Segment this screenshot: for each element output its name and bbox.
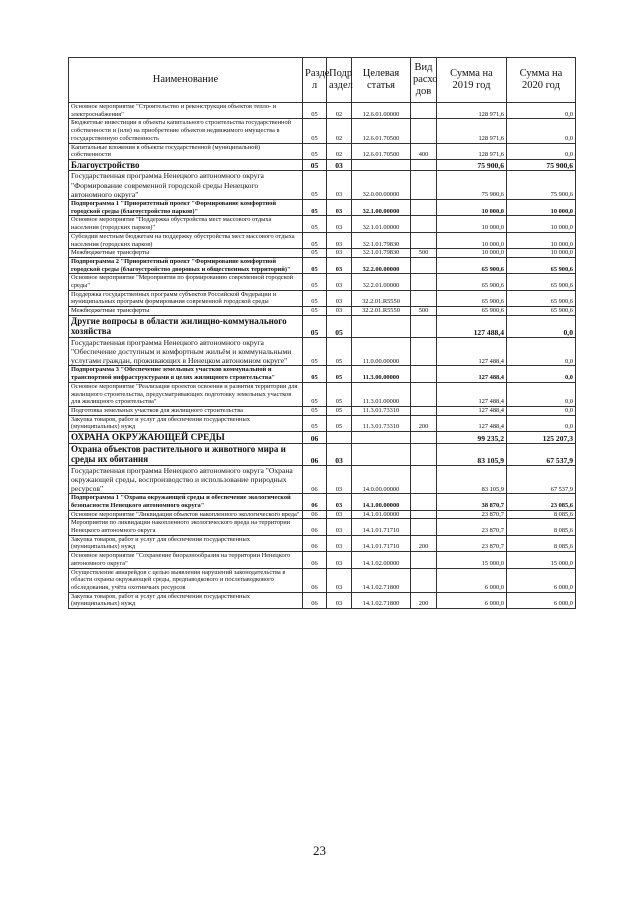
header-target-article: Целевая статья [352,58,411,103]
row-target-article: 14.1.02.71800 [352,592,411,608]
row-sum-2019: 65 900,6 [437,274,507,290]
row-sum-2020: 0,0 [507,143,576,159]
row-name: Осуществление авиарейдов с целью выявления нарушений законодательства в области охраны окружающей среды, предпаводкового и послепаводкового обследования, учёта охотничьих ресурсов [69,568,303,592]
row-sum-2019: 128 971,6 [437,119,507,143]
table-row [69,315,576,337]
row-target-article [352,443,411,465]
row-name: Субсидии местным бюджетам на поддержку обустройства мест массового отдыха населения (городских парков) [69,232,303,248]
table-row [69,568,576,592]
row-name: ОХРАНА ОКРУЖАЮЩЕЙ СРЕДЫ [69,432,303,444]
row-name: Другие вопросы в области жилищно-коммунального хозяйства [69,315,303,337]
table-row [69,443,576,465]
row-name: Закупка товаров, работ и услуг для обеспечения государственных (муниципальных) нужд [69,535,303,551]
row-target-article: 11.3.00.00000 [352,366,411,382]
row-expense-type [411,443,437,465]
row-name: Межбюджетные трансферты [69,249,303,258]
row-sum-2019: 75 900,6 [437,159,507,171]
table-row [69,366,576,382]
row-razdel: 06 [303,519,327,535]
row-razdel: 05 [303,415,327,431]
row-razdel: 05 [303,337,327,366]
row-name: Государственная программа Ненецкого автономного округа "Обеспечение доступным и комфортным жильём и коммунальными услугами граждан, проживающих в Ненецком автономном округе" [69,337,303,366]
row-sum-2020: 10 000,0 [507,249,576,258]
row-sum-2019: 83 105,9 [437,465,507,494]
row-sum-2019: 65 900,6 [437,307,507,316]
row-sum-2020: 6 000,0 [507,592,576,608]
row-name: Подпрограмма 1 "Охрана окружающей среды и обеспечение экологической безопасности Ненецкого автономного округа" [69,494,303,510]
table-row [69,232,576,248]
row-sum-2019: 75 900,6 [437,171,507,200]
row-name: Подпрограмма 3 "Обеспечение земельных участков коммунальной и транспортной инфраструктурами в целях жилищного строительства" [69,366,303,382]
row-expense-type [411,274,437,290]
row-podrazdel: 03 [327,592,352,608]
row-podrazdel: 03 [327,494,352,510]
row-sum-2020: 10 000,0 [507,200,576,216]
row-podrazdel: 03 [327,290,352,306]
row-name: Капитальные вложения в объекты государственной (муниципальной) собственности [69,143,303,159]
row-sum-2019: 83 105,9 [437,443,507,465]
row-sum-2019: 127 488,4 [437,407,507,416]
row-razdel: 05 [303,103,327,119]
row-name: Подготовка земельных участков для жилищного строительства [69,407,303,416]
row-name: Закупка товаров, работ и услуг для обеспечения государственных (муниципальных) нужд [69,592,303,608]
row-target-article: 32.1.01.79830 [352,249,411,258]
row-expense-type: 500 [411,249,437,258]
row-sum-2019: 127 488,4 [437,366,507,382]
header-podrazdel: Подр аздел [327,58,352,103]
row-podrazdel: 03 [327,552,352,568]
budget-table [68,57,576,609]
row-name: Основное мероприятие "Строительство и реконструкция объектов тепло- и электроснабжения" [69,103,303,119]
table-row [69,415,576,431]
table-row [69,519,576,535]
table-row [69,592,576,608]
row-name: Мероприятия по ликвидации накопленного экологического вреда на территории Ненецкого автономного округа [69,519,303,535]
row-razdel: 05 [303,249,327,258]
row-target-article: 32.1.01.79830 [352,232,411,248]
row-razdel: 05 [303,143,327,159]
row-target-article: 14.0.00.00000 [352,465,411,494]
row-podrazdel: 05 [327,315,352,337]
row-expense-type: 500 [411,307,437,316]
row-sum-2019: 65 900,6 [437,290,507,306]
row-expense-type [411,407,437,416]
row-target-article: 32.2.01.R5550 [352,290,411,306]
row-razdel: 06 [303,568,327,592]
row-sum-2019: 23 870,7 [437,519,507,535]
row-expense-type: 200 [411,592,437,608]
row-podrazdel: 03 [327,200,352,216]
row-expense-type [411,432,437,444]
row-sum-2020: 6 000,0 [507,568,576,592]
row-sum-2019: 10 000,0 [437,232,507,248]
row-razdel: 05 [303,366,327,382]
row-sum-2020: 0,0 [507,337,576,366]
row-sum-2020: 10 000,0 [507,232,576,248]
row-sum-2019: 6 000,0 [437,592,507,608]
table-row [69,143,576,159]
row-expense-type: 200 [411,535,437,551]
budget-table-container [68,57,575,609]
header-name: Наименование [69,58,303,103]
row-target-article: 11.0.00.00000 [352,337,411,366]
row-expense-type [411,290,437,306]
row-name: Подпрограмма 2 "Приоритетный проект "Формирование комфортной городской среды (благоустройство дворовых и общественных территорий)" [69,257,303,273]
table-row [69,337,576,366]
row-sum-2020: 0,0 [507,366,576,382]
row-sum-2020: 65 900,6 [507,257,576,273]
table-row [69,119,576,143]
row-target-article: 32.1.00.00000 [352,200,411,216]
row-sum-2020: 8 085,6 [507,510,576,519]
row-sum-2020: 0,0 [507,415,576,431]
row-target-article: 14.1.01.00000 [352,510,411,519]
row-razdel: 06 [303,510,327,519]
row-name: Основное мероприятие "Сохранение биоразнообразия на территории Ненецкого автономного округа" [69,552,303,568]
row-razdel: 05 [303,382,327,406]
row-sum-2019: 128 971,6 [437,143,507,159]
row-podrazdel: 05 [327,415,352,431]
row-target-article: 12.6.01.00000 [352,103,411,119]
row-sum-2019: 127 488,4 [437,382,507,406]
row-podrazdel: 03 [327,249,352,258]
row-razdel: 05 [303,159,327,171]
table-row [69,552,576,568]
table-row [69,103,576,119]
row-name: Основное мероприятие "Поддержка обустройства мест массового отдыха населения (городских парков)" [69,216,303,232]
table-row [69,465,576,494]
row-target-article: 32.1.01.00000 [352,216,411,232]
table-row [69,274,576,290]
row-sum-2019: 127 488,4 [437,337,507,366]
row-razdel: 05 [303,290,327,306]
table-row [69,432,576,444]
row-target-article: 11.3.01.73310 [352,407,411,416]
row-expense-type [411,232,437,248]
row-podrazdel: 05 [327,366,352,382]
row-expense-type [411,519,437,535]
row-razdel: 06 [303,465,327,494]
row-razdel: 05 [303,200,327,216]
row-sum-2019: 10 000,0 [437,216,507,232]
table-body [69,103,576,609]
row-podrazdel: 03 [327,159,352,171]
row-sum-2019: 127 488,4 [437,415,507,431]
row-podrazdel: 05 [327,407,352,416]
row-target-article: 32.2.01.R5550 [352,307,411,316]
row-name: Государственная программа Ненецкого автономного округа "Формирование современной городской среды Ненецкого автономного округа" [69,171,303,200]
row-podrazdel: 02 [327,103,352,119]
row-expense-type [411,552,437,568]
row-sum-2019: 10 000,0 [437,200,507,216]
row-expense-type [411,337,437,366]
row-razdel: 05 [303,257,327,273]
row-target-article: 14.1.01.71710 [352,519,411,535]
row-sum-2019: 127 488,4 [437,315,507,337]
row-podrazdel: 03 [327,216,352,232]
row-razdel: 05 [303,315,327,337]
row-expense-type [411,315,437,337]
table-row [69,510,576,519]
row-name: Подпрограмма 1 "Приоритетный проект "Формирование комфортной городской среды (благоустройство парков)" [69,200,303,216]
row-expense-type: 400 [411,143,437,159]
table-header-row [69,58,576,103]
row-razdel: 06 [303,592,327,608]
row-name: Поддержка государственных программ субъектов Российской Федерации и муниципальных программ формирования современной городской среды [69,290,303,306]
row-target-article [352,315,411,337]
row-target-article: 12.6.01.70500 [352,143,411,159]
row-name: Охрана объектов растительного и животного мира и среды их обитания [69,443,303,465]
row-expense-type [411,494,437,510]
row-razdel: 05 [303,171,327,200]
table-row [69,171,576,200]
header-expense-type: Вид расхо дов [411,58,437,103]
row-podrazdel: 03 [327,307,352,316]
row-razdel: 06 [303,552,327,568]
row-expense-type: 200 [411,415,437,431]
row-podrazdel: 03 [327,510,352,519]
row-podrazdel: 02 [327,119,352,143]
row-name: Основное мероприятие "Ликвидация объектов накопленного экологического вреда" [69,510,303,519]
row-name: Закупка товаров, работ и услуг для обеспечения государственных (муниципальных) нужд [69,415,303,431]
row-expense-type [411,103,437,119]
row-sum-2019: 10 000,0 [437,249,507,258]
row-target-article [352,159,411,171]
row-podrazdel: 03 [327,568,352,592]
table-row [69,307,576,316]
row-sum-2020: 0,0 [507,315,576,337]
row-target-article: 14.1.00.00000 [352,494,411,510]
row-razdel: 05 [303,232,327,248]
row-razdel: 06 [303,494,327,510]
row-podrazdel [327,432,352,444]
row-target-article: 12.6.01.70500 [352,119,411,143]
row-razdel: 06 [303,443,327,465]
row-name: Бюджетные инвестиции в объекты капитального строительства государственной собственности и (или) на приобретение объектов недвижимого имущества в государственную собственность [69,119,303,143]
row-razdel: 05 [303,307,327,316]
row-sum-2019: 15 000,0 [437,552,507,568]
table-row [69,290,576,306]
row-podrazdel: 03 [327,465,352,494]
table-row [69,257,576,273]
row-sum-2019: 99 235,2 [437,432,507,444]
table-row [69,249,576,258]
row-expense-type [411,119,437,143]
row-sum-2020: 67 537,9 [507,465,576,494]
row-razdel: 05 [303,119,327,143]
table-row [69,535,576,551]
header-razdel: Разде л [303,58,327,103]
row-target-article [352,432,411,444]
row-expense-type [411,366,437,382]
row-sum-2020: 75 900,6 [507,171,576,200]
row-target-article: 14.1.02.71800 [352,568,411,592]
row-expense-type [411,257,437,273]
row-name: Основное мероприятие "Мероприятия по формированию современной городской среды" [69,274,303,290]
row-expense-type [411,200,437,216]
row-sum-2019: 65 900,6 [437,257,507,273]
row-expense-type [411,171,437,200]
row-podrazdel: 03 [327,535,352,551]
row-sum-2019: 38 870,7 [437,494,507,510]
row-sum-2020: 8 085,6 [507,519,576,535]
row-target-article: 32.2.01.00000 [352,274,411,290]
row-podrazdel: 03 [327,274,352,290]
row-target-article: 11.3.01.00000 [352,382,411,406]
header-sum-2019: Сумма на 2019 год [437,58,507,103]
row-expense-type [411,159,437,171]
row-sum-2020: 125 207,3 [507,432,576,444]
row-razdel: 06 [303,432,327,444]
row-expense-type [411,382,437,406]
row-expense-type [411,465,437,494]
row-podrazdel: 02 [327,143,352,159]
row-sum-2019: 128 971,6 [437,103,507,119]
row-podrazdel: 03 [327,443,352,465]
row-sum-2020: 67 537,9 [507,443,576,465]
row-sum-2019: 6 000,0 [437,568,507,592]
row-sum-2020: 0,0 [507,407,576,416]
table-row [69,216,576,232]
row-sum-2020: 0,0 [507,382,576,406]
row-name: Благоустройство [69,159,303,171]
table-row [69,200,576,216]
row-podrazdel: 03 [327,257,352,273]
row-razdel: 05 [303,407,327,416]
row-name: Государственная программа Ненецкого автономного округа "Охрана окружающей среды, воспроизводство и использование природных ресурсов" [69,465,303,494]
table-row [69,494,576,510]
row-podrazdel: 05 [327,382,352,406]
row-target-article: 14.1.02.00000 [352,552,411,568]
row-target-article: 32.2.00.00000 [352,257,411,273]
header-sum-2020: Сумма на 2020 год [507,58,576,103]
row-sum-2020: 0,0 [507,103,576,119]
row-sum-2020: 65 900,6 [507,290,576,306]
row-sum-2020: 65 900,6 [507,274,576,290]
row-razdel: 06 [303,535,327,551]
row-podrazdel: 03 [327,171,352,200]
row-sum-2020: 15 000,0 [507,552,576,568]
row-sum-2019: 23 870,7 [437,535,507,551]
row-sum-2020: 8 085,6 [507,535,576,551]
table-row [69,159,576,171]
row-target-article: 11.3.01.73310 [352,415,411,431]
row-expense-type [411,216,437,232]
row-razdel: 05 [303,216,327,232]
row-sum-2020: 10 000,0 [507,216,576,232]
page-number: 23 [313,843,326,858]
row-target-article: 14.1.01.71710 [352,535,411,551]
row-podrazdel: 03 [327,232,352,248]
table-row [69,382,576,406]
row-target-article: 32.0.00.00000 [352,171,411,200]
row-sum-2020: 23 085,6 [507,494,576,510]
row-name: Основное мероприятие "Реализация проектов освоения и развития территории для жилищного строительства, предусматривающих подготовку земельных участков для жилищного строительства" [69,382,303,406]
row-podrazdel: 03 [327,519,352,535]
row-sum-2019: 23 870,7 [437,510,507,519]
row-sum-2020: 0,0 [507,119,576,143]
table-row [69,407,576,416]
row-podrazdel: 05 [327,337,352,366]
row-expense-type [411,568,437,592]
row-name: Межбюджетные трансферты [69,307,303,316]
row-sum-2020: 65 900,6 [507,307,576,316]
row-razdel: 05 [303,274,327,290]
row-sum-2020: 75 900,6 [507,159,576,171]
row-expense-type [411,510,437,519]
